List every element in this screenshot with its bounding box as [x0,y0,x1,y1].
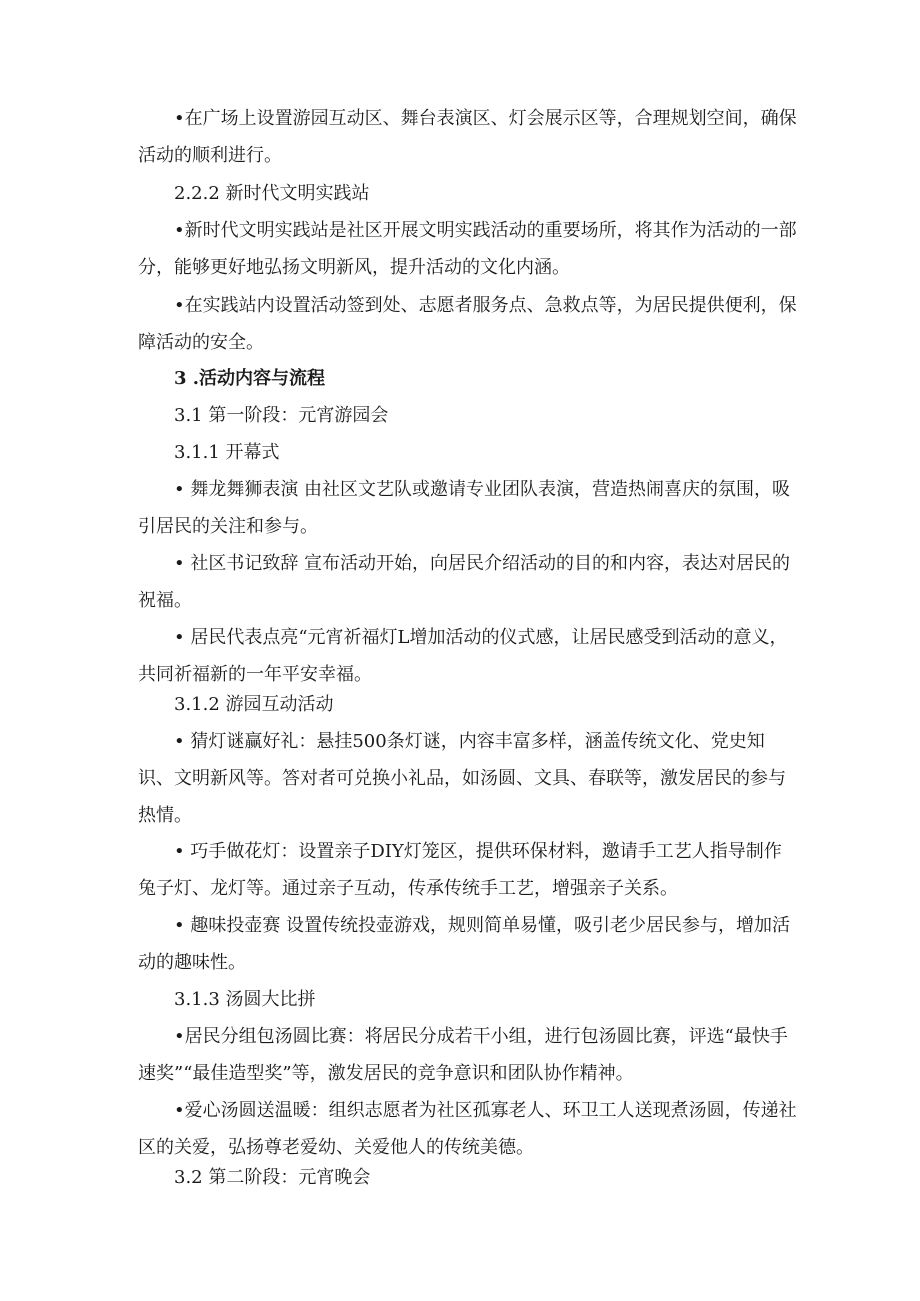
paragraph-dragon-dance [138,471,798,545]
paragraph-text: • 社区书记致辞 宣布活动开始，向居民介绍活动的目的和内容，表达对居民的祝福。 [138,553,791,611]
heading-text: 2.2.2 新时代文明实践站 [174,183,370,204]
heading-3-1 [138,397,798,434]
paragraph-lantern-making [138,833,798,907]
heading-3-1-3 [138,981,798,1018]
paragraph-charity-dumplings [138,1092,798,1166]
heading-3 [138,360,798,397]
paragraph-station-setup [138,287,798,361]
heading-text: 3.1 第一阶段：元宵游园会 [174,405,389,426]
paragraph-text: •在实践站内设置活动签到处、志愿者服务点、急救点等，为居民提供便利，保障活动的安全。 [138,295,797,353]
paragraph-riddles [138,723,798,834]
paragraph-pitch-pot [138,907,798,981]
heading-text: 3 .活动内容与流程 [174,368,326,389]
heading-text: 3.1.3 汤圆大比拼 [174,989,316,1010]
paragraph-text: • 巧手做花灯：设置亲子DIY灯笼区，提供环保材料，邀请手工艺人指导制作兔子灯、龙灯等。通过亲子互动，传承传统手工艺，增强亲子关系。 [138,841,782,899]
paragraph-text: •爱心汤圆送温暖：组织志愿者为社区孤寡老人、环卫工人送现煮汤圆，传递社区的关爱，弘扬尊老爱幼、关爱他人的传统美德。 [138,1100,797,1158]
paragraph-text: •在广场上设置游园互动区、舞台表演区、灯会展示区等，合理规划空间，确保活动的顺利进行。 [138,108,797,166]
heading-3-2 [138,1159,798,1196]
heading-3-1-2 [138,686,798,723]
paragraph-venue-layout [138,100,798,174]
heading-text: 3.1.1 开幕式 [174,442,280,463]
heading-3-1-1 [138,434,798,471]
paragraph-text: • 猜灯谜赢好礼：悬挂500条灯谜，内容丰富多样，涵盖传统文化、党史知识、文明新风等。答对者可兑换小礼品，如汤圆、文具、春联等，激发居民的参与热情。 [138,731,786,826]
paragraph-lantern-lighting [138,619,798,693]
heading-2-2-2 [138,175,798,212]
paragraph-text: • 趣味投壶赛 设置传统投壶游戏，规则简单易懂，吸引老少居民参与，增加活动的趣味性。 [138,915,791,973]
paragraph-dumpling-contest [138,1018,798,1092]
heading-text: 3.1.2 游园互动活动 [174,694,334,715]
paragraph-practice-station [138,212,798,286]
paragraph-text: • 居民代表点亮“元宵祈福灯L增加活动的仪式感，让居民感受到活动的意义，共同祈福新的一年平安幸福。 [138,627,788,685]
heading-text: 3.2 第二阶段：元宵晚会 [174,1167,371,1188]
paragraph-secretary-speech [138,545,798,619]
paragraph-text: •新时代文明实践站是社区开展文明实践活动的重要场所，将其作为活动的一部分，能够更好地弘扬文明新风，提升活动的文化内涵。 [138,220,797,278]
paragraph-text: •居民分组包汤圆比赛：将居民分成若干小组，进行包汤圆比赛，评选“最快手速奖”“最佳造型奖”等，激发居民的竞争意识和团队协作精神。 [138,1026,788,1084]
paragraph-text: • 舞龙舞狮表演 由社区文艺队或邀请专业团队表演，营造热闹喜庆的氛围，吸引居民的关注和参与。 [138,479,791,537]
